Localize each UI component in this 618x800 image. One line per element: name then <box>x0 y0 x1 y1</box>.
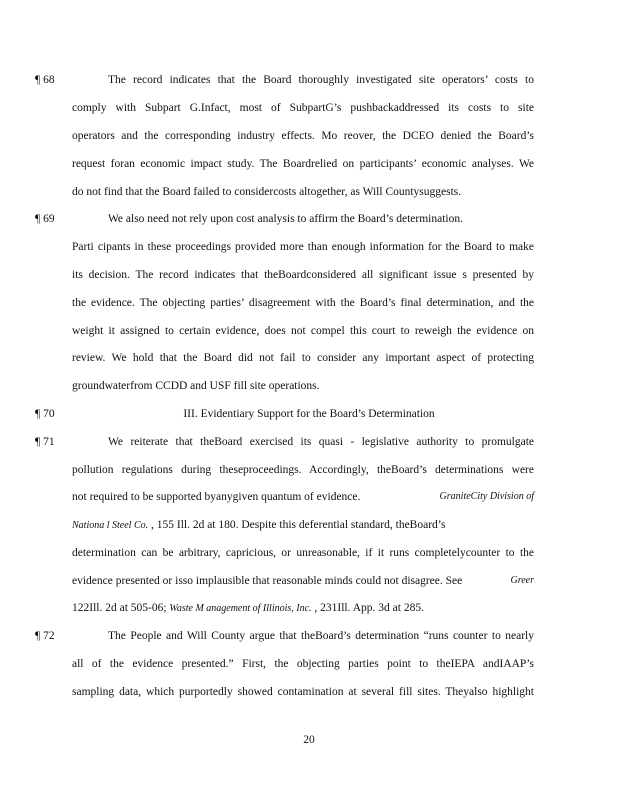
text-line: The People and Will County argue that theBoard’s determination “runs counter to nearly <box>108 630 534 642</box>
paragraph-number: ¶ 68 <box>35 74 55 86</box>
case-citation: Waste M anagement of Illinois, Inc. <box>169 603 312 614</box>
paragraph-number: ¶ 70 <box>35 408 55 420</box>
text-line: operators and the corresponding industry effects. Mo reover, the DCEO denied the Board’s <box>72 130 534 142</box>
text-line: its decision. The record indicates that theBoardconsidered all significant issue s presented by <box>72 269 534 281</box>
text-segment: , 231Ill. App. 3d at 285. <box>314 602 424 614</box>
text-line: do not find that the Board failed to considercosts altogether, as Will Countysuggests. <box>72 186 462 198</box>
paragraph-number: ¶ 71 <box>35 436 55 448</box>
text-line: sampling data, which purportedly showed contamination at several fill sites. Theyalso highlight <box>72 686 534 698</box>
page-number: 20 <box>303 734 315 746</box>
paragraph-number: ¶ 72 <box>35 630 55 642</box>
text-line: determination can be arbitrary, capricious, or unreasonable, if it runs completelycounter to the <box>72 547 534 559</box>
section-heading: III. Evidentiary Support for the Board’s Determination <box>183 408 435 420</box>
text-line: the evidence. The objecting parties’ disagreement with the Board’s final determination, and the <box>72 297 534 309</box>
text-segment: not required to be supported byanygiven quantum of evidence. <box>72 491 361 503</box>
text-line <box>72 490 534 504</box>
text-segment: evidence presented or isso implausible that reasonable minds could not disagree. See <box>72 575 463 587</box>
text-line <box>72 601 534 616</box>
paragraph-number: ¶ 69 <box>35 213 55 225</box>
text-segment: 122Ill. 2d at 505-06; <box>72 602 167 614</box>
text-line: review. We hold that the Board did not fail to consider any important aspect of protecting <box>72 352 534 364</box>
text-segment: , 155 Ill. 2d at 180. Despite this deferential standard, theBoard’s <box>150 519 446 531</box>
case-citation: GraniteCity Division of <box>439 491 534 502</box>
text-line: The record indicates that the Board thoroughly investigated site operators’ costs to <box>108 74 534 86</box>
text-line: all of the evidence presented.” First, the objecting parties point to theIEPA andIAAP’s <box>72 658 534 670</box>
text-line <box>72 518 534 533</box>
text-line: comply with Subpart G.Infact, most of SubpartG’s pushbackaddressed its costs to site <box>72 102 534 114</box>
text-line: weight it assigned to certain evidence, does not compel this court to reweigh the evidence on <box>72 325 534 337</box>
text-line: We reiterate that theBoard exercised its quasi - legislative authority to promulgate <box>108 436 534 448</box>
text-line: pollution regulations during theseproceedings. Accordingly, theBoard’s determinations were <box>72 464 534 476</box>
text-line: Parti cipants in these proceedings provided more than enough information for the Board to make <box>72 241 534 253</box>
text-line: We also need not rely upon cost analysis to affirm the Board’s determination. <box>108 213 463 225</box>
case-citation: Nationa l Steel Co. <box>72 520 149 531</box>
case-citation: Greer <box>510 575 534 586</box>
text-line: groundwaterfrom CCDD and USF fill site operations. <box>72 380 320 392</box>
text-line: request foran economic impact study. The Boardrelied on participants’ economic analyses. We <box>72 158 534 170</box>
text-line <box>72 574 534 588</box>
